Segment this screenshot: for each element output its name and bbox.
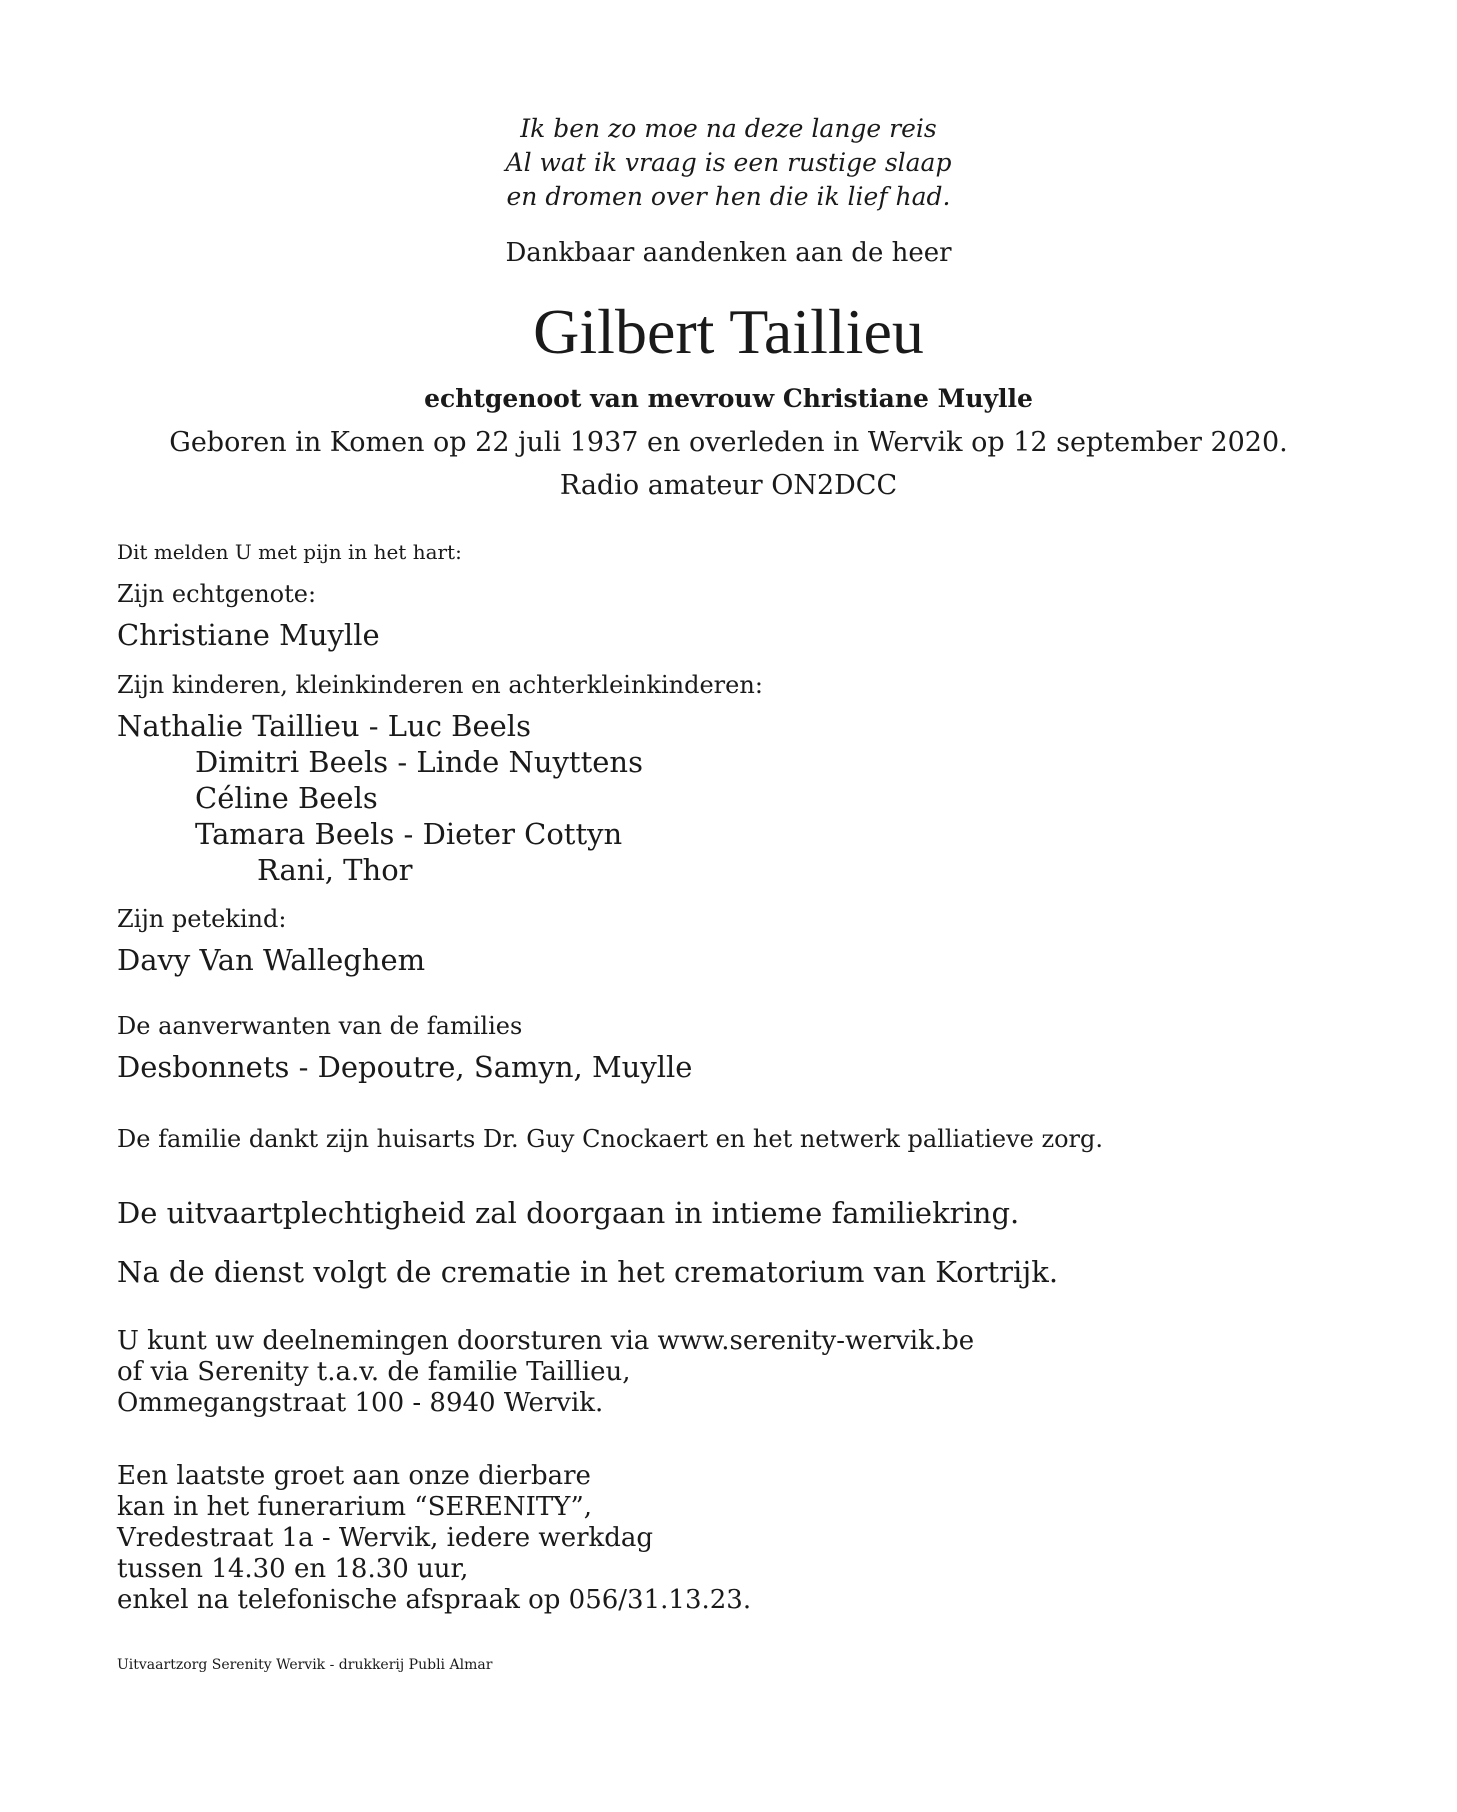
- great-grandchild-line: Rani, Thor: [257, 853, 413, 887]
- condolences-line: U kunt uw deelnemingen doorsturen via www.serenity-wervik.be: [117, 1326, 975, 1356]
- deceased-name: Gilbert Taillieu: [533, 296, 924, 367]
- radio-amateur-line: Radio amateur ON2DCC: [559, 470, 898, 501]
- intro-text: Dankbaar aandenken aan de heer: [505, 238, 952, 268]
- poem-line: en dromen over hen die ik lief had.: [506, 182, 951, 211]
- grandchild-line: Céline Beels: [195, 781, 378, 815]
- grandchild-line: Dimitri Beels - Linde Nuyttens: [195, 745, 643, 779]
- condolences-block: [117, 1326, 974, 1419]
- godchild-name: Davy Van Walleghem: [117, 943, 426, 977]
- condolences-line: Ommegangstraat 100 - 8940 Wervik.: [117, 1388, 604, 1418]
- families-names: Desbonnets - Depoutre, Samyn, Muylle: [117, 1050, 693, 1084]
- visit-line: enkel na telefonische afspraak op 056/31.13.23.: [117, 1585, 752, 1615]
- visit-line: kan in het funerarium “SERENITY”,: [117, 1492, 592, 1522]
- families-label: De aanverwanten van de families: [117, 1012, 523, 1040]
- footer-credit: Uitvaartzorg Serenity Wervik - drukkerij Publi Almar: [117, 1657, 493, 1673]
- poem: [0, 112, 1457, 214]
- godchild-label: Zijn petekind:: [117, 905, 287, 933]
- condolences-line: of via Serenity t.a.v. de familie Taillieu,: [117, 1357, 631, 1387]
- child-line: Nathalie Taillieu - Luc Beels: [117, 709, 531, 743]
- wife-name: Christiane Muylle: [117, 618, 380, 652]
- grandchild-line: Tamara Beels - Dieter Cottyn: [195, 817, 623, 851]
- poem-line: Al wat ik vraag is een rustige slaap: [505, 148, 952, 177]
- birth-death-line: Geboren in Komen op 22 juli 1937 en overleden in Wervik op 12 september 2020.: [169, 427, 1288, 458]
- announce-text: Dit melden U met pijn in het hart:: [117, 540, 462, 564]
- visit-line: tussen 14.30 en 18.30 uur,: [117, 1554, 469, 1584]
- children-label: Zijn kinderen, kleinkinderen en achterkleinkinderen:: [117, 671, 763, 699]
- cremation-text: Na de dienst volgt de crematie in het crematorium van Kortrijk.: [117, 1255, 1059, 1289]
- ceremony-text: De uitvaartplechtigheid zal doorgaan in intieme familiekring.: [117, 1196, 1020, 1230]
- visit-line: Vredestraat 1a - Wervik, iedere werkdag: [117, 1523, 654, 1553]
- visit-block: [117, 1461, 751, 1616]
- visit-line: Een laatste groet aan onze dierbare: [117, 1461, 591, 1491]
- poem-line: Ik ben zo moe na deze lange reis: [520, 114, 937, 143]
- wife-label: Zijn echtgenote:: [117, 580, 317, 608]
- spouse-of: echtgenoot van mevrouw Christiane Muylle: [424, 384, 1033, 413]
- thanks-text: De familie dankt zijn huisarts Dr. Guy Cnockaert en het netwerk palliatieve zorg.: [117, 1125, 1104, 1153]
